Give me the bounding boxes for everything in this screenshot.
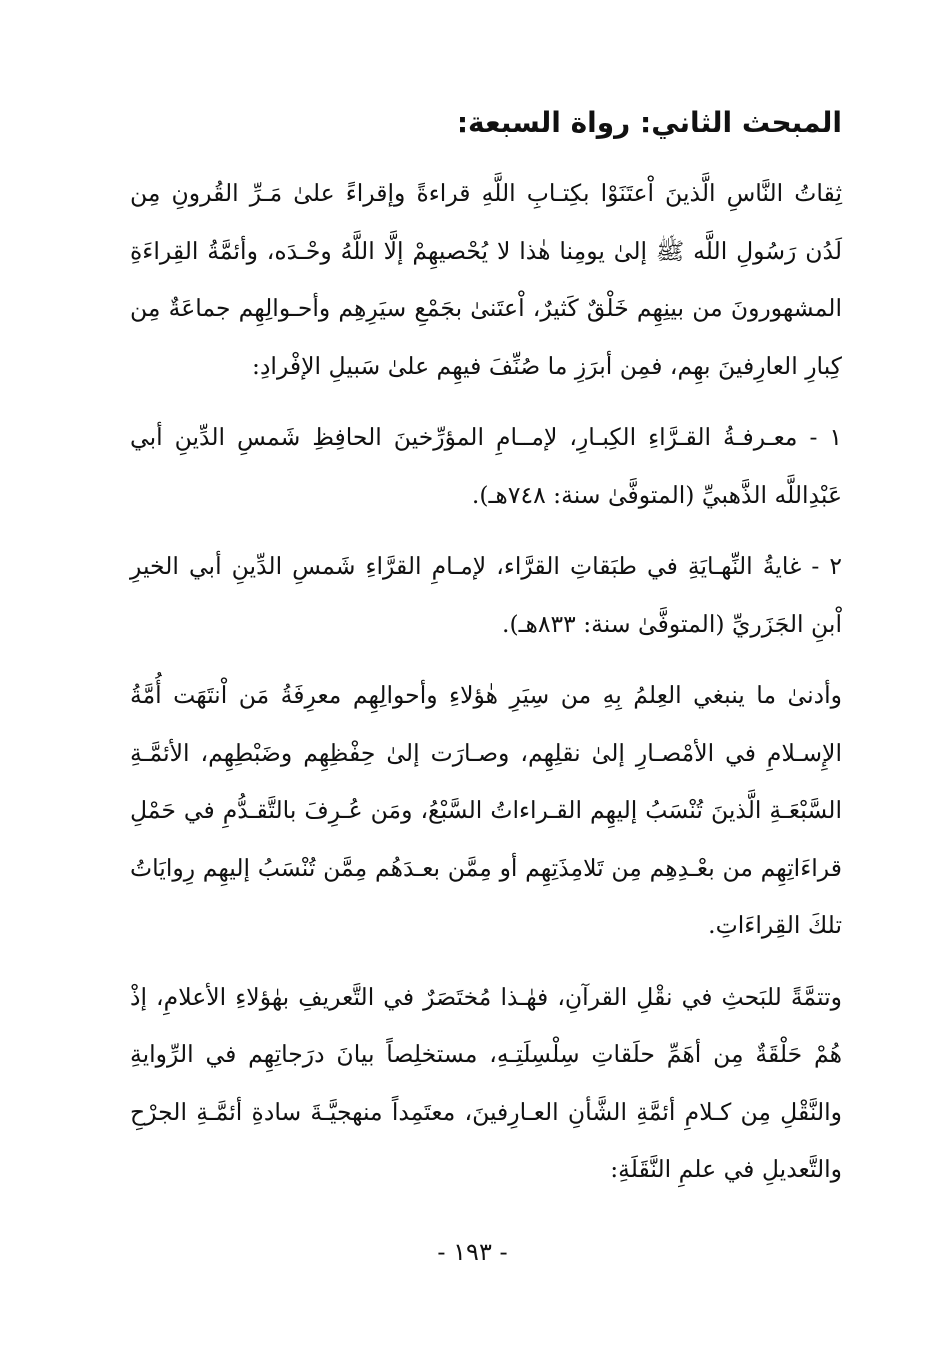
paragraph-seven-imams: وأدنىٰ ما ينبغي العِلمُ بِهِ من سِيَرِ هٰؤلاءِ وأحوالِهِم معرِفَةُ مَن اْنتَهَت أُمَّةُ الإِسـلامِ في الأمْصـارِ إلىٰ نقلِهِم، وصـارَت إلىٰ حِفْظِهِم وضَبْطِهِم، الأئمَّـةِ السَّبْعَـةِ الَّذينَ تُنْسَبُ إليهِم القـراءاتُ السَّبْعُ، ومَن عُـرِفَ بالتَّقـدُّمِ في حَمْلِ قراءَاتِهِم من بعْـدِهِم مِن تَلامِذَتِهِم أو مِمَّن بعـدَهُم مِمَّن تُنْسَبُ إليهِم رِوايَاتُ تلكَ القِراءَاتِ. bbox=[130, 681, 842, 939]
page-body bbox=[130, 95, 842, 1315]
section-heading: المبحث الثاني: رواة السبعة: bbox=[456, 106, 842, 139]
paragraph-intro: ثِقاتُ النَّاسِ الَّذينَ اْعتَنَوْا بكِتـابِ اللَّهِ قراءةً وإقراءً علىٰ مَـرِّ القُرونِ مِن لَدُن رَسُولِ اللَّه ﷺ إلىٰ يومِنا هٰذا لا يُحْصيهِمْ إلَّا اللَّهُ وحْـدَه، وأئمَّةُ القِراءَةِ المشهورونَ من بينِهِم خَلْقٌ كَثيرٌ، اْعتَنىٰ بجَمْعِ سيَرِهِم وأحـوالِهِم جماعَةٌ مِن كِبارِ العارِفينَ بهِم، فمِن أبرَزِ ما صُنِّفَ فيهِم علىٰ سَبيلِ الإفْرادِ: bbox=[130, 179, 842, 380]
page-number: - ١٩٣ - bbox=[437, 1238, 508, 1266]
list-item-1: ١ - معـرفـةُ القـرَّاءِ الكِبـارِ، لإمــامِ المؤرِّخينَ الحافِظِ شَمسِ الدِّينِ أبي عَبْدِاللَّه الذَّهبيِّ (المتوفَّىٰ سنة: ٧٤٨هـ). bbox=[130, 423, 842, 509]
paragraph-conclusion: وتتمَّةً للبَحثِ في نقْلِ القرآنِ، فهٰـذا مُختَصَرٌ في التَّعريفِ بهٰؤلاءِ الأعلامِ، إذْ هُمْ حَلْقَةٌ مِن أهَمِّ حلَقاتِ سِلْسِلَتِـهِ، مستخلِصاً بيانَ درَجاتِهِم في الرِّوايةِ والنَّقْلِ مِن كـلامِ أئمَّةِ الشَّأنِ العـارِفينَ، معتَمِداً منهجيَّـةَ سادةِ أئمَّـةِ الجرْحِ والتَّعديلِ في علمِ النَّقَلَةِ: bbox=[130, 982, 842, 1183]
list-item-2: ٢ - غايةُ النِّهـايَةِ في طبَقاتِ القرَّاء، لإمـامِ القرَّاءِ شَمسِ الدِّينِ أبي الخيرِ اْبنِ الجَزَريِّ (المتوفَّىٰ سنة: ٨٣٣هـ). bbox=[130, 552, 842, 638]
